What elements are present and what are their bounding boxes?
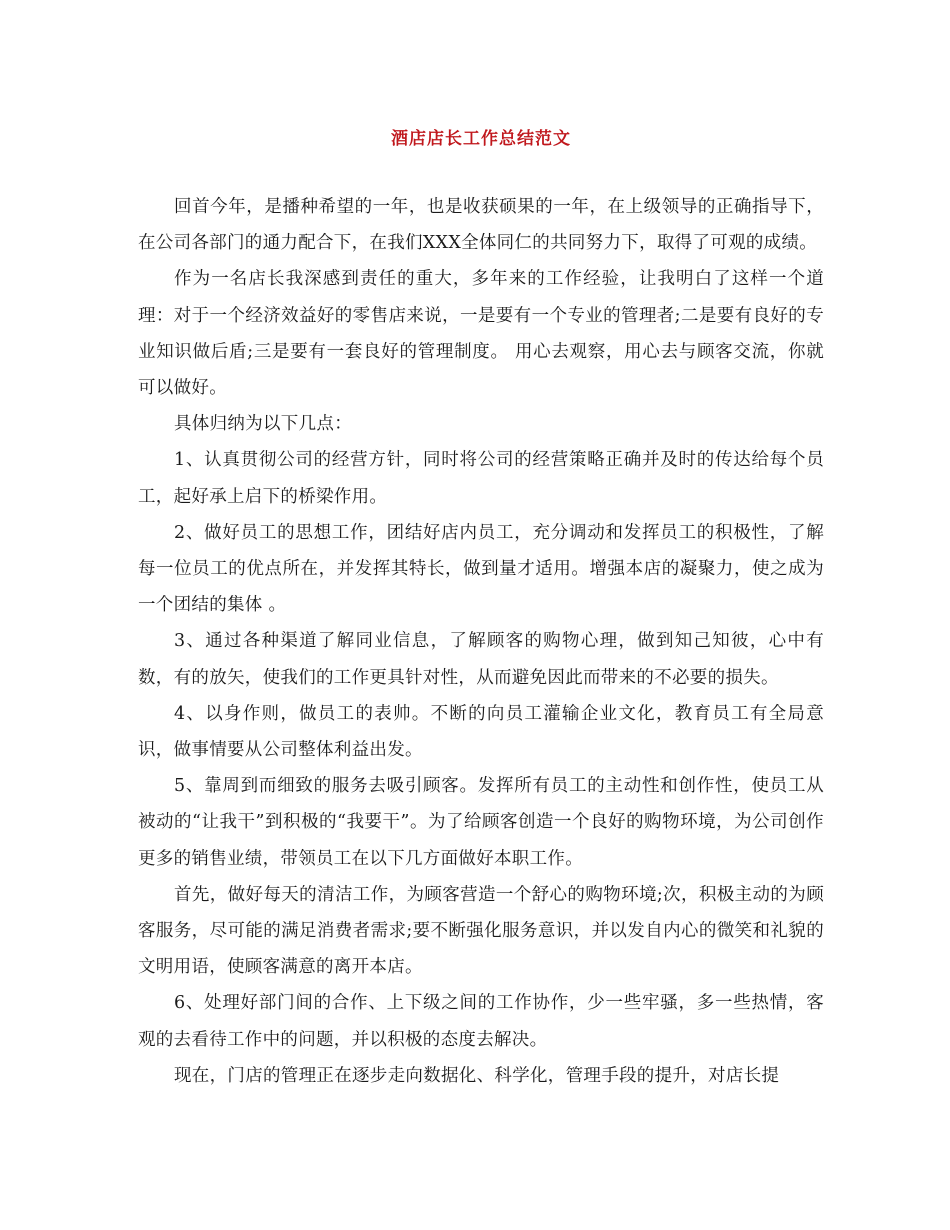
paragraph-manager-role: 作为一名店长我深感到责任的重大，多年来的工作经验，让我明白了这样一个道理：对于一个经济效益好的零售店来说，一是要有一个专业的管理者;二是要有良好的专业知识做后盾;三是要有一套良好的管理制度。 用心去观察，用心去与顾客交流，你就可以做好。: [138, 269, 824, 399]
paragraph-current-state: 现在，门店的管理正在逐步走向数据化、科学化，管理手段的提升，对店长提: [174, 1065, 780, 1086]
paragraph-point-1: 1、认真贯彻公司的经营方针，同时将公司的经营策略正确并及时的传达给每个员工，起好承上启下的桥梁作用。: [138, 450, 824, 507]
paragraph-summary-heading: 具体归纳为以下几点：: [174, 414, 352, 435]
paragraph-point-4: 4、以身作则，做员工的表帅。不断的向员工灌输企业文化，教育员工有全局意识，做事情要从公司整体利益出发。: [138, 703, 824, 761]
paragraph-point-3: 3、通过各种渠道了解同业信息，了解顾客的购物心理，做到知己知彼，心中有数，有的放矢，使我们的工作更具针对性，从而避免因此而带来的不必要的损失。: [138, 631, 824, 688]
document-title: 酒店店长工作总结范文: [391, 129, 571, 149]
document-body: [138, 189, 824, 1094]
paragraph-intro: 回首今年，是播种希望的一年，也是收获硕果的一年，在上级领导的正确指导下，在公司各部门的通力配合下，在我们XXX全体同仁的共同努力下，取得了可观的成绩。: [138, 197, 824, 254]
paragraph-point-5: 5、靠周到而细致的服务去吸引顾客。发挥所有员工的主动性和创作性，使员工从被动的“让我干”到积极的“我要干”。为了给顾客创造一个良好的购物环境，为公司创作更多的销售业绩，带领员工在以下几方面做好本职工作。: [138, 776, 824, 869]
paragraph-point-6: 6、处理好部门间的合作、上下级之间的工作协作，少一些牢骚，多一些热情，客观的去看待工作中的问题，并以积极的态度去解决。: [138, 993, 824, 1050]
paragraph-point-2: 2、做好员工的思想工作，团结好店内员工，充分调动和发挥员工的积极性，了解每一位员工的优点所在，并发挥其特长，做到量才适用。增强本店的凝聚力，使之成为一个团结的集体 。: [138, 522, 824, 616]
paragraph-service-details: 首先，做好每天的清洁工作，为顾客营造一个舒心的购物环境;次，积极主动的为顾客服务，尽可能的满足消费者需求;要不断强化服务意识，并以发自内心的微笑和礼貌的文明用语，使顾客满意的离开本店。: [138, 884, 824, 978]
